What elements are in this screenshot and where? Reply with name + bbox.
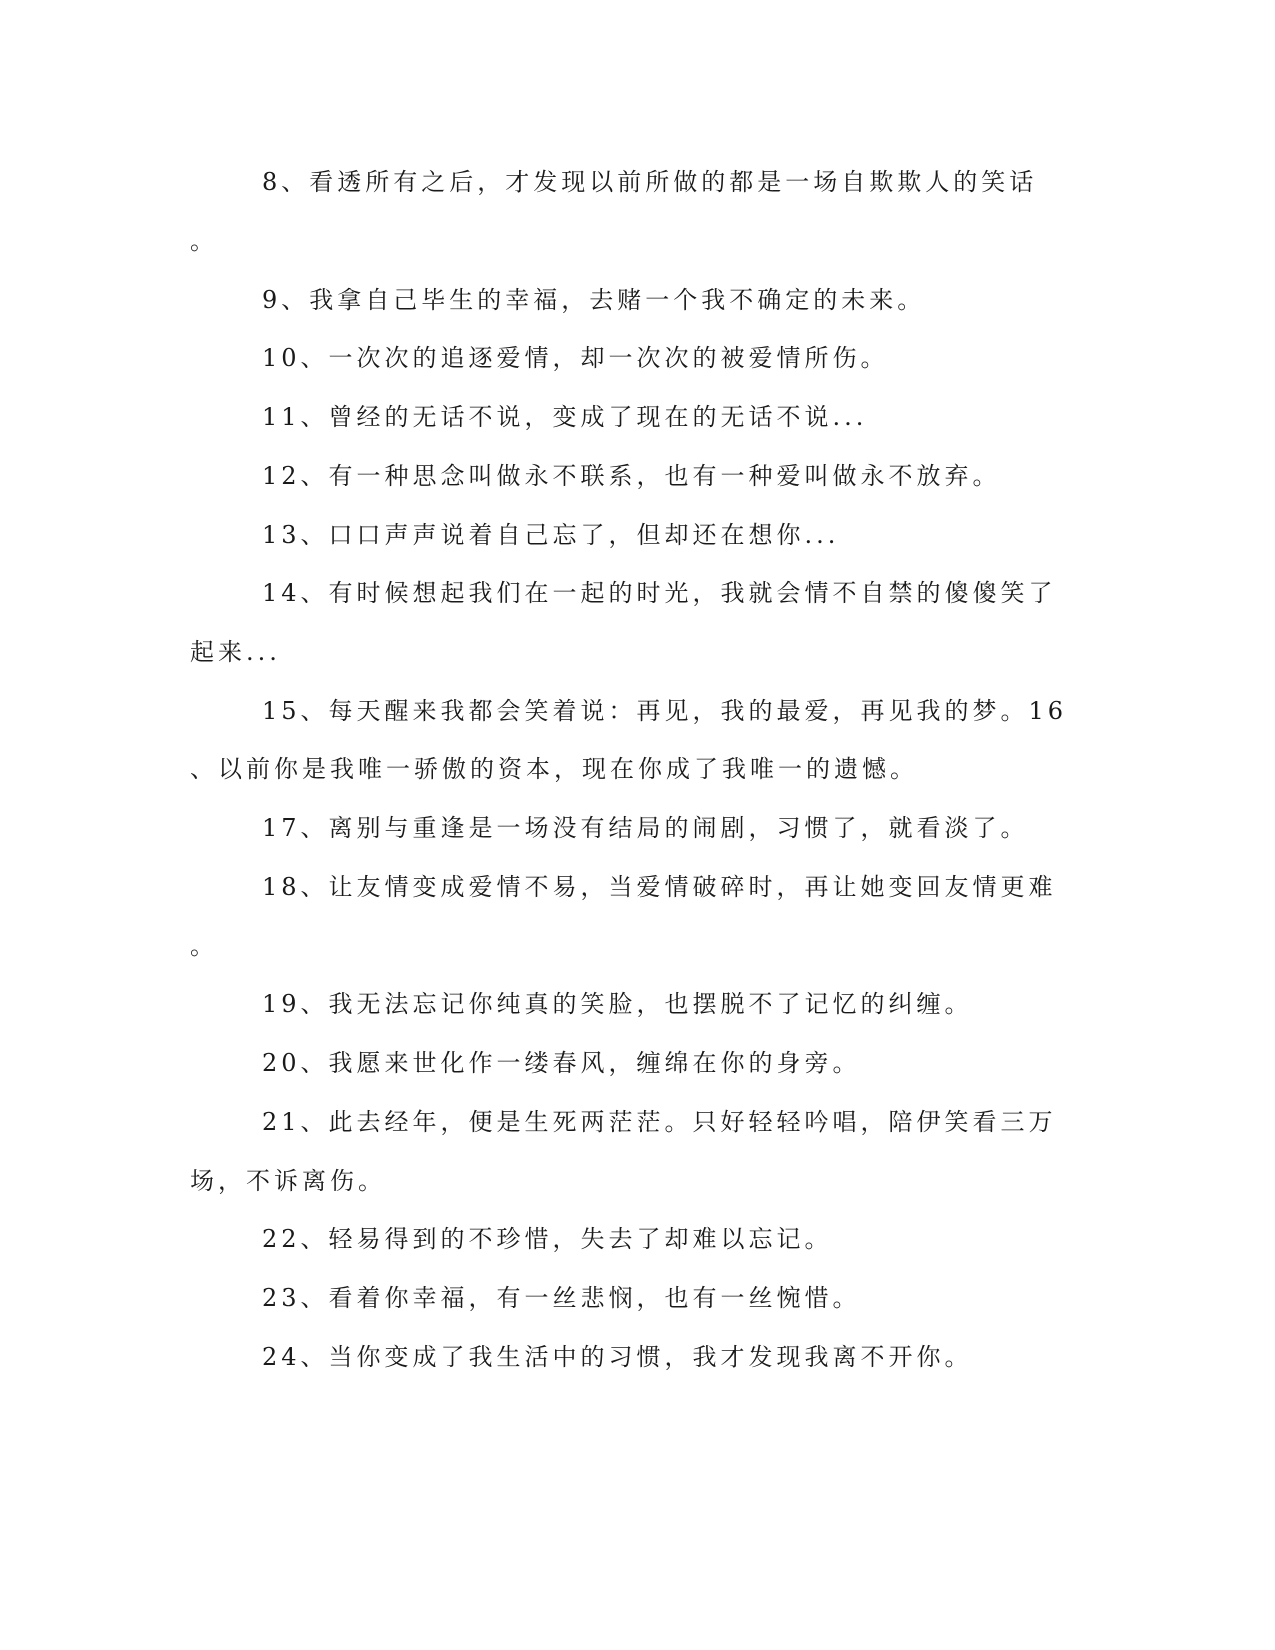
- text-line-item-23: 23、看着你幸福，有一丝悲悯，也有一丝惋惜。: [262, 1284, 861, 1312]
- text-line-item-9: 9、我拿自己毕生的幸福，去赌一个我不确定的未来。: [262, 286, 926, 314]
- text-line-item-14: 14、有时候想起我们在一起的时光，我就会情不自禁的傻傻笑了: [262, 579, 1057, 607]
- text-line-item-16: 、以前你是我唯一骄傲的资本，现在你成了我唯一的遗憾。: [190, 755, 918, 783]
- text-line-item-18: 18、让友情变成爱情不易，当爱情破碎时，再让她变回友情更难: [262, 873, 1057, 901]
- text-line-item-20: 20、我愿来世化作一缕春风，缠绵在你的身旁。: [262, 1049, 861, 1077]
- text-line-item-22: 22、轻易得到的不珍惜，失去了却难以忘记。: [262, 1225, 833, 1253]
- text-line-item-21-cont: 场，不诉离伤。: [190, 1167, 386, 1195]
- text-line-item-18-cont: 。: [190, 932, 218, 960]
- text-line-item-19: 19、我无法忘记你纯真的笑脸，也摆脱不了记忆的纠缠。: [262, 990, 973, 1018]
- text-line-item-11: 11、曾经的无话不说，变成了现在的无话不说...: [262, 403, 868, 431]
- text-line-item-15: 15、每天醒来我都会笑着说：再见，我的最爱，再见我的梦。16: [262, 697, 1068, 725]
- text-line-item-24: 24、当你变成了我生活中的习惯，我才发现我离不开你。: [262, 1343, 973, 1371]
- text-line-item-17: 17、离别与重逢是一场没有结局的闹剧，习惯了，就看淡了。: [262, 814, 1029, 842]
- text-line-item-8: 8、看透所有之后，才发现以前所做的都是一场自欺欺人的笑话: [262, 168, 1038, 196]
- text-line-item-14-cont: 起来...: [190, 638, 281, 666]
- text-line-item-21: 21、此去经年，便是生死两茫茫。只好轻轻吟唱，陪伊笑看三万: [262, 1108, 1057, 1136]
- text-line-item-8-cont: 。: [190, 227, 218, 255]
- text-line-item-13: 13、口口声声说着自己忘了，但却还在想你...: [262, 521, 840, 549]
- text-line-item-12: 12、有一种思念叫做永不联系，也有一种爱叫做永不放弃。: [262, 462, 1001, 490]
- text-line-item-10: 10、一次次的追逐爱情，却一次次的被爱情所伤。: [262, 344, 889, 372]
